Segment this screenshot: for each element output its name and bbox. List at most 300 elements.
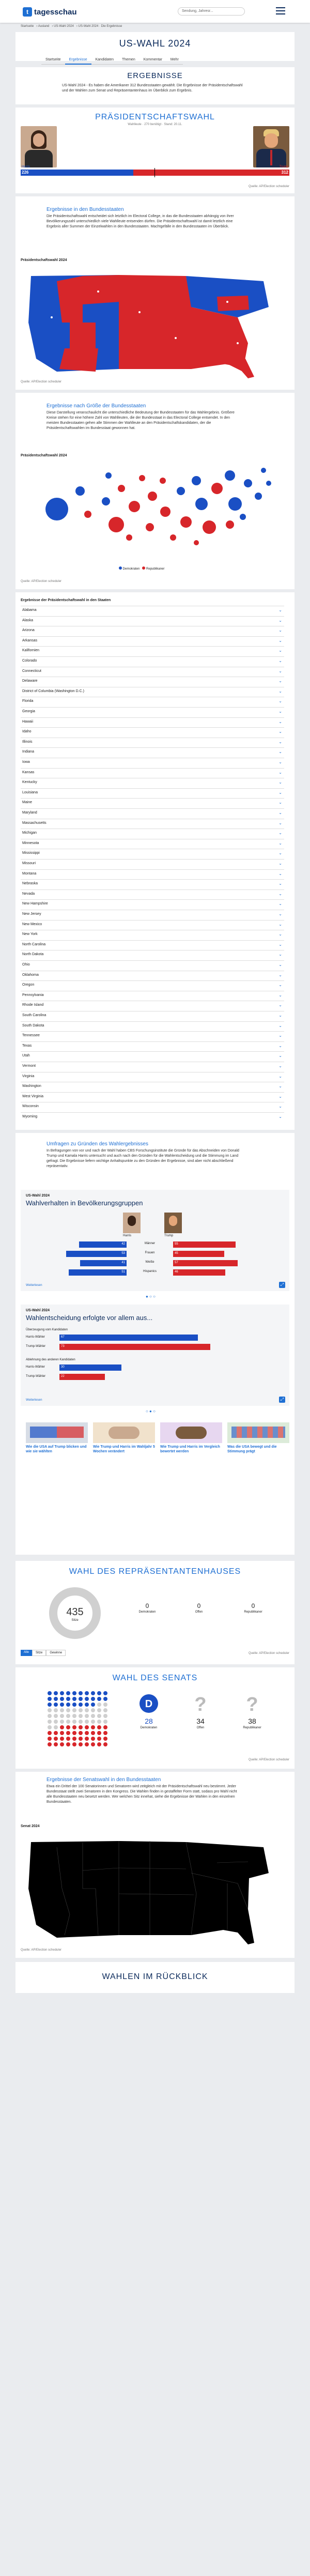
article-teaser[interactable]: Wie die USA auf Trump blicken und wie sie wählten xyxy=(26,1422,88,1458)
senate-seat xyxy=(60,1720,64,1724)
harris-bar xyxy=(21,170,133,176)
senate-seat xyxy=(91,1691,95,1695)
state-row[interactable] xyxy=(21,890,284,898)
state-bubble[interactable] xyxy=(180,516,192,528)
chevron-down-icon[interactable]: ⌄ xyxy=(278,871,282,876)
senate-seat xyxy=(85,1691,89,1695)
state-row[interactable] xyxy=(21,839,284,848)
card2-bar xyxy=(59,1374,105,1380)
senate-heading: WAHL DES SENATS xyxy=(112,1674,198,1682)
card2-footer[interactable]: Weiterlesen xyxy=(26,1399,42,1402)
chevron-down-icon[interactable]: ⌄ xyxy=(278,1104,282,1109)
tab-startseite[interactable]: Startseite xyxy=(41,56,65,65)
chevron-down-icon[interactable]: ⌄ xyxy=(278,780,282,785)
house-heading: WAHL DES REPRÄSENTANTENHAUSES xyxy=(69,1567,241,1576)
state-row[interactable] xyxy=(21,798,284,807)
svg-text:?: ? xyxy=(194,1694,207,1714)
state-bubble[interactable] xyxy=(105,472,112,479)
state-row[interactable] xyxy=(21,1072,284,1081)
card2-kicker: US-Wahl 2024 xyxy=(26,1309,50,1312)
state-bubble[interactable] xyxy=(148,492,157,501)
state-bubble[interactable] xyxy=(160,507,171,517)
tab-kandidaten[interactable]: Kandidaten xyxy=(91,56,118,65)
senate-seat xyxy=(54,1714,58,1718)
state-row[interactable] xyxy=(21,910,284,918)
state-row-label: New Jersey xyxy=(22,912,41,916)
president-heading: PRÄSIDENTSCHAFTSWAHL xyxy=(95,113,215,121)
search-input[interactable]: Sendung, Jahresr... xyxy=(178,7,245,16)
state-bubble[interactable] xyxy=(126,534,132,541)
state-row[interactable] xyxy=(21,1031,284,1040)
senate-seat xyxy=(97,1691,101,1695)
state-row[interactable] xyxy=(21,747,284,756)
senate-seat xyxy=(97,1703,101,1707)
senate-seat xyxy=(54,1720,58,1724)
state-row[interactable] xyxy=(21,1001,284,1009)
chevron-down-icon[interactable]: ⌄ xyxy=(278,739,282,744)
state-row[interactable] xyxy=(21,849,284,857)
chevron-down-icon[interactable]: ⌄ xyxy=(278,861,282,866)
senate-seat xyxy=(79,1725,83,1729)
senate-seat xyxy=(66,1731,70,1735)
state-row[interactable] xyxy=(21,616,284,625)
state-bubble[interactable] xyxy=(129,501,140,512)
chevron-down-icon[interactable]: ⌄ xyxy=(278,699,282,704)
state-row[interactable] xyxy=(21,738,284,746)
map-region-utah xyxy=(70,323,96,348)
state-bubble[interactable] xyxy=(261,468,266,473)
tab-ergebnisse[interactable]: Ergebnisse xyxy=(65,56,91,65)
house-open-label: Offen xyxy=(195,1611,203,1614)
map2-intro-title: Ergebnisse der Senatswahl in den Bundesstaaten xyxy=(47,1777,161,1783)
senate-seat xyxy=(103,1725,107,1729)
state-row[interactable] xyxy=(21,859,284,868)
state-row[interactable] xyxy=(21,788,284,797)
state-row[interactable] xyxy=(21,677,284,685)
article-teaser[interactable]: Wie Trump und Harris im Vergleich bewertet werden xyxy=(160,1422,222,1458)
chevron-down-icon[interactable]: ⌄ xyxy=(278,760,282,764)
state-bubble[interactable] xyxy=(160,478,166,484)
state-row[interactable] xyxy=(21,819,284,827)
card2-row-label: Trump-Wähler xyxy=(26,1345,46,1348)
state-row[interactable] xyxy=(21,646,284,655)
state-row-label: Arkansas xyxy=(22,638,38,642)
state-bubble[interactable] xyxy=(45,498,68,520)
tab-themen[interactable]: Themen xyxy=(118,56,140,65)
state-row-label: Louisiana xyxy=(22,790,38,794)
state-bubble[interactable] xyxy=(225,470,235,481)
chevron-down-icon[interactable]: ⌄ xyxy=(278,1084,282,1089)
card2-value: 22 xyxy=(61,1375,65,1378)
senate-seat xyxy=(97,1725,101,1729)
map-state-marker xyxy=(51,316,53,318)
state-row[interactable] xyxy=(21,727,284,736)
president-sub: Wahlleute · 270 benötigt · Stand: 20.11. xyxy=(128,123,182,126)
house-dem-count: 0 xyxy=(145,1602,149,1609)
senate-rep-count: 38 xyxy=(248,1717,256,1725)
state-row[interactable] xyxy=(21,980,284,989)
senate-seat xyxy=(48,1720,52,1724)
senate-seat xyxy=(91,1714,95,1718)
state-row-label: Pennsylvania xyxy=(22,993,44,997)
state-row-label: Hawaii xyxy=(22,719,34,724)
senate-seat xyxy=(85,1720,89,1724)
state-row-label: Massachusetts xyxy=(22,821,47,825)
chevron-down-icon[interactable]: ⌄ xyxy=(278,831,282,836)
card1-harris-portrait xyxy=(123,1213,141,1233)
state-row[interactable] xyxy=(21,940,284,949)
chevron-down-icon[interactable]: ⌄ xyxy=(278,962,282,967)
state-row-label: Indiana xyxy=(22,750,34,754)
senate-seat xyxy=(48,1731,52,1735)
senate-seat xyxy=(97,1737,101,1741)
senate-seat xyxy=(60,1737,64,1741)
card1-trump-value: 55 xyxy=(175,1243,178,1246)
chevron-down-icon[interactable]: ⌄ xyxy=(278,709,282,714)
state-row-label: Mississippi xyxy=(22,851,40,855)
senate-seat xyxy=(66,1737,70,1741)
map1-label: Präsidentschaftswahl 2024 xyxy=(21,258,67,262)
expand-icon[interactable]: ⤢ xyxy=(279,1282,285,1288)
breadcrumb-item[interactable]: US-Wahl 2024 xyxy=(54,25,74,28)
chevron-down-icon[interactable]: ⌄ xyxy=(278,1023,282,1028)
question-mark-icon xyxy=(242,1693,262,1714)
state-bubble[interactable] xyxy=(146,523,154,531)
state-row[interactable] xyxy=(21,991,284,1000)
trump-votes: 312 xyxy=(281,170,288,175)
bubble-intro-text: Diese Darstellung veranschaulicht die unterschiedliche Bedeutung der Bundesstaaten für das Wahlergebnis. Größere Kreise stehen für eine höhere Zahl von Wahlleuten, die der Bundesstaat in das Electoral College entsendet. In den meisten Bundesstaaten gehen alle Stimmen der Wahlleute an den Präsidentschaftskandidaten, der die Präsidentschaftswahlen im Bundesstaat gewonnen hat. xyxy=(47,411,235,430)
state-row[interactable] xyxy=(21,1082,284,1091)
senate-seat xyxy=(97,1708,101,1712)
bubble-intro xyxy=(47,403,243,431)
article-teaser[interactable]: Wie Trump und Harris im Wahljahr 5 Wochen verändert xyxy=(93,1422,155,1458)
chevron-down-icon[interactable]: ⌄ xyxy=(278,729,282,734)
senate-seat xyxy=(54,1708,58,1712)
state-row[interactable] xyxy=(21,1051,284,1060)
menu-icon[interactable] xyxy=(276,7,285,14)
state-row[interactable] xyxy=(21,971,284,979)
senate-seat xyxy=(79,1691,83,1695)
map-state-marker xyxy=(226,301,228,303)
card1-row-label: Männer xyxy=(144,1242,156,1245)
senate-seat xyxy=(103,1708,107,1712)
state-row[interactable] xyxy=(21,1011,284,1020)
harris-votes: 226 xyxy=(22,170,29,175)
state-row[interactable] xyxy=(21,1021,284,1030)
chevron-down-icon[interactable]: ⌄ xyxy=(278,719,282,724)
senate-seat xyxy=(91,1742,95,1746)
card1-trump-value: 45 xyxy=(175,1252,178,1255)
senate-seat xyxy=(103,1703,107,1707)
state-row[interactable] xyxy=(21,707,284,716)
card1-trump-value: 46 xyxy=(175,1270,178,1274)
state-bubble[interactable] xyxy=(255,493,262,500)
state-row-label: Utah xyxy=(22,1054,30,1058)
state-row-label: Alabama xyxy=(22,608,37,612)
chevron-down-icon[interactable]: ⌄ xyxy=(278,688,282,694)
state-row-label: Michigan xyxy=(22,831,37,835)
senate-seat xyxy=(85,1725,89,1729)
chevron-down-icon[interactable]: ⌄ xyxy=(278,1074,282,1079)
chevron-down-icon[interactable]: ⌄ xyxy=(278,972,282,977)
chevron-down-icon[interactable]: ⌄ xyxy=(278,942,282,947)
chevron-down-icon[interactable]: ⌄ xyxy=(278,952,282,957)
senate-seat xyxy=(66,1742,70,1746)
state-bubble[interactable] xyxy=(240,514,246,520)
state-row[interactable] xyxy=(21,758,284,766)
harris-portrait xyxy=(21,126,57,167)
chevron-down-icon[interactable]: ⌄ xyxy=(278,820,282,825)
bubble-chart[interactable] xyxy=(31,460,279,563)
state-row[interactable] xyxy=(21,1112,284,1121)
state-bubble[interactable] xyxy=(228,497,242,511)
senate-seat xyxy=(85,1742,89,1746)
chevron-down-icon[interactable]: ⌄ xyxy=(278,1003,282,1008)
state-row-label: Wisconsin xyxy=(22,1105,39,1109)
state-row-label: Oklahoma xyxy=(22,973,39,977)
house-tab-all[interactable]: Alle xyxy=(21,1650,32,1656)
state-bubble[interactable] xyxy=(244,479,252,487)
chevron-down-icon[interactable]: ⌄ xyxy=(278,668,282,673)
state-row[interactable] xyxy=(21,1102,284,1111)
state-bubble[interactable] xyxy=(195,498,208,510)
chevron-down-icon[interactable]: ⌄ xyxy=(278,891,282,896)
map1-intro-title: Ergebnisse in den Bundesstaaten xyxy=(47,207,124,212)
chevron-down-icon[interactable]: ⌄ xyxy=(278,912,282,916)
state-row-label: Virginia xyxy=(22,1074,35,1078)
state-bubble[interactable] xyxy=(84,511,91,518)
card1-harris-value: 42 xyxy=(121,1243,125,1246)
senate-seat xyxy=(60,1742,64,1746)
breadcrumb-item[interactable]: Ausland xyxy=(38,25,50,28)
chevron-down-icon[interactable]: ⌄ xyxy=(278,922,282,927)
state-bubble[interactable] xyxy=(109,517,124,532)
card1-harris-value: 53 xyxy=(121,1252,125,1255)
chevron-down-icon[interactable]: ⌄ xyxy=(278,901,282,907)
section-tabs xyxy=(41,56,183,65)
senate-seat xyxy=(54,1691,58,1695)
chevron-down-icon[interactable]: ⌄ xyxy=(278,638,282,643)
retro-section xyxy=(16,1962,295,1993)
card2-row-label: Harris-Wähler xyxy=(26,1336,45,1339)
house-rep-label: Republikaner xyxy=(244,1611,262,1614)
state-row-label: Arizona xyxy=(22,628,35,633)
state-row[interactable] xyxy=(21,960,284,969)
senate-open-count: 34 xyxy=(196,1717,205,1725)
state-row[interactable] xyxy=(21,626,284,635)
chevron-down-icon[interactable]: ⌄ xyxy=(278,749,282,755)
state-row-label: New York xyxy=(22,932,38,937)
card2-value: 67 xyxy=(61,1336,65,1339)
house-total-label: Sitze xyxy=(71,1619,79,1622)
state-row-label: Iowa xyxy=(22,760,30,764)
state-bubble[interactable] xyxy=(194,540,199,545)
state-row[interactable] xyxy=(21,717,284,726)
bubble-source: Quelle: AP/Election scheduler xyxy=(21,580,62,583)
chevron-down-icon[interactable]: ⌄ xyxy=(278,1094,282,1099)
state-bubble[interactable] xyxy=(102,497,110,505)
senate-seat xyxy=(54,1697,58,1701)
senate-seat xyxy=(103,1742,107,1746)
house-tab-gains[interactable]: Gewinne xyxy=(46,1650,66,1656)
us-senate-map[interactable] xyxy=(21,1832,284,1945)
chevron-down-icon[interactable]: ⌄ xyxy=(278,770,282,775)
state-bubble[interactable] xyxy=(139,475,145,481)
card2-title: Wahlentscheidung erfolgte vor allem aus... xyxy=(26,1314,153,1322)
state-bubble[interactable] xyxy=(211,483,223,494)
trump-name: Trump xyxy=(279,165,288,168)
state-row-label: North Dakota xyxy=(22,953,44,957)
map-state-marker xyxy=(97,290,99,293)
chevron-down-icon[interactable]: ⌄ xyxy=(278,800,282,805)
chevron-down-icon[interactable]: ⌄ xyxy=(278,1013,282,1018)
us-president-map[interactable] xyxy=(21,266,284,379)
card1-harris-label: Harris xyxy=(123,1234,131,1237)
senate-seat xyxy=(66,1708,70,1712)
state-bubble[interactable] xyxy=(266,481,271,486)
chevron-down-icon[interactable]: ⌄ xyxy=(278,648,282,653)
card1-pager[interactable]: ● ○ ○ xyxy=(146,1294,156,1299)
state-row[interactable] xyxy=(21,606,284,615)
chevron-down-icon[interactable]: ⌄ xyxy=(278,628,282,633)
state-row[interactable] xyxy=(21,636,284,645)
card2-row-label: Harris-Wähler xyxy=(26,1366,45,1369)
state-row-label: North Carolina xyxy=(22,942,46,946)
survey-intro-title: Umfragen zu Gründen des Wahlergebnisses xyxy=(47,1141,148,1147)
harris-name: Harris xyxy=(22,165,30,168)
card1-footer[interactable]: Weiterlesen xyxy=(26,1284,42,1287)
chevron-down-icon[interactable]: ⌄ xyxy=(278,992,282,998)
bubble-legend xyxy=(119,566,164,571)
house-total: 435 xyxy=(66,1606,84,1618)
state-row[interactable] xyxy=(21,697,284,706)
breadcrumb-item[interactable]: Startseite xyxy=(21,25,34,28)
chevron-down-icon[interactable]: ⌄ xyxy=(278,1114,282,1119)
card2-group2: Ablehnung des anderen Kandidaten xyxy=(26,1358,75,1361)
chevron-down-icon[interactable]: ⌄ xyxy=(278,983,282,988)
senate-seat xyxy=(85,1703,89,1707)
chevron-down-icon[interactable]: ⌄ xyxy=(278,1033,282,1038)
chevron-down-icon[interactable]: ⌄ xyxy=(278,608,282,612)
chevron-down-icon[interactable]: ⌄ xyxy=(278,810,282,815)
card1-harris-value: 51 xyxy=(121,1270,125,1274)
map1-intro-text: Die Präsidentschaftswahl entscheidet sich letztlich im Electoral College, in das die Bundesstaaten abhängig von ihrer Bevölkerungszahl unterschiedlich viele Wahlleute entsenden dürfen. Die Präsidentschaftswahl ist damit letztlich eine Ergebnis aller Summen der Einzelwahlen in den Bundesstaaten. Machtgefälle in den Bundesstaaten im Überblick. xyxy=(47,214,234,228)
bubble-label: Präsidentschaftswahl 2024 xyxy=(21,454,67,457)
card2-pager[interactable]: ○ ● ○ xyxy=(146,1409,156,1414)
state-row[interactable] xyxy=(21,808,284,817)
senate-seat xyxy=(91,1737,95,1741)
card1-row-label: Hispanics xyxy=(143,1270,157,1273)
state-bubble[interactable] xyxy=(75,486,85,496)
state-row[interactable] xyxy=(21,768,284,777)
state-row[interactable] xyxy=(21,930,284,939)
senate-seat xyxy=(72,1725,76,1729)
card1-trump-portrait xyxy=(164,1213,182,1233)
senate-seat xyxy=(54,1703,58,1707)
chevron-down-icon[interactable]: ⌄ xyxy=(278,1053,282,1059)
tagesschau-logo-icon[interactable]: t xyxy=(23,7,32,17)
state-row[interactable] xyxy=(21,1041,284,1050)
tab-kommentar[interactable]: Kommentar xyxy=(140,56,166,65)
house-open-count: 0 xyxy=(197,1602,201,1609)
senate-seat xyxy=(72,1703,76,1707)
senate-rep-label: Republikaner xyxy=(243,1726,261,1729)
state-row[interactable] xyxy=(21,899,284,908)
state-bubble[interactable] xyxy=(203,520,216,534)
senate-seat xyxy=(72,1708,76,1712)
senate-seat xyxy=(79,1708,83,1712)
majority-marker xyxy=(154,168,155,177)
senate-seat xyxy=(103,1714,107,1718)
state-bubble[interactable] xyxy=(177,487,185,495)
chevron-down-icon[interactable]: ⌄ xyxy=(278,932,282,937)
state-bubble[interactable] xyxy=(192,476,201,485)
survey-intro xyxy=(47,1141,243,1169)
chevron-down-icon[interactable]: ⌄ xyxy=(278,1064,282,1068)
state-row-label: Georgia xyxy=(22,710,35,713)
chevron-down-icon[interactable]: ⌄ xyxy=(278,658,282,663)
state-bubble[interactable] xyxy=(170,534,176,541)
tab-mehr[interactable]: Mehr xyxy=(166,56,183,65)
state-bubble[interactable] xyxy=(118,485,125,492)
senate-seat xyxy=(72,1714,76,1718)
logo-text[interactable]: tagesschau xyxy=(34,8,77,17)
legend-democrats: Demokraten xyxy=(122,568,140,571)
state-row[interactable] xyxy=(21,879,284,888)
state-row[interactable] xyxy=(21,687,284,696)
senate-seat xyxy=(103,1720,107,1724)
senate-seat xyxy=(66,1725,70,1729)
state-row[interactable] xyxy=(21,778,284,787)
chevron-down-icon[interactable]: ⌄ xyxy=(278,618,282,623)
senate-seat xyxy=(54,1742,58,1746)
senate-seat xyxy=(48,1703,52,1707)
state-row[interactable] xyxy=(21,656,284,665)
senate-seat xyxy=(54,1737,58,1741)
senate-seat xyxy=(91,1725,95,1729)
state-row-label: Minnesota xyxy=(22,841,39,845)
state-row-label: Nebraska xyxy=(22,882,38,886)
expand-icon[interactable]: ⤢ xyxy=(279,1397,285,1403)
map1-intro xyxy=(47,207,243,229)
chevron-down-icon[interactable]: ⌄ xyxy=(278,881,282,886)
state-row[interactable] xyxy=(21,950,284,959)
state-row[interactable] xyxy=(21,829,284,837)
senate-seat xyxy=(91,1720,95,1724)
chevron-down-icon[interactable]: ⌄ xyxy=(278,851,282,856)
chevron-down-icon[interactable]: ⌄ xyxy=(278,840,282,846)
state-row[interactable] xyxy=(21,667,284,676)
state-bubble[interactable] xyxy=(226,520,234,529)
state-row[interactable] xyxy=(21,1092,284,1101)
chevron-down-icon[interactable]: ⌄ xyxy=(278,1043,282,1048)
state-row[interactable] xyxy=(21,920,284,929)
senate-seat-grid xyxy=(47,1690,109,1752)
chevron-down-icon[interactable]: ⌄ xyxy=(278,679,282,684)
article-teaser[interactable]: Was die USA bewegt und die Stimmung prägt xyxy=(227,1422,289,1458)
senate-open-label: Offen xyxy=(196,1726,205,1729)
state-row[interactable] xyxy=(21,869,284,878)
senate-seat xyxy=(103,1731,107,1735)
state-row-label: Texas xyxy=(22,1044,32,1048)
senate-seat xyxy=(79,1714,83,1718)
trump-bar xyxy=(133,170,289,176)
senate-seat xyxy=(60,1703,64,1707)
chevron-down-icon[interactable]: ⌄ xyxy=(278,790,282,795)
house-tab-seats[interactable]: Sitze xyxy=(32,1650,46,1656)
state-row[interactable] xyxy=(21,1062,284,1070)
state-row-label: Rhode Island xyxy=(22,1003,44,1007)
